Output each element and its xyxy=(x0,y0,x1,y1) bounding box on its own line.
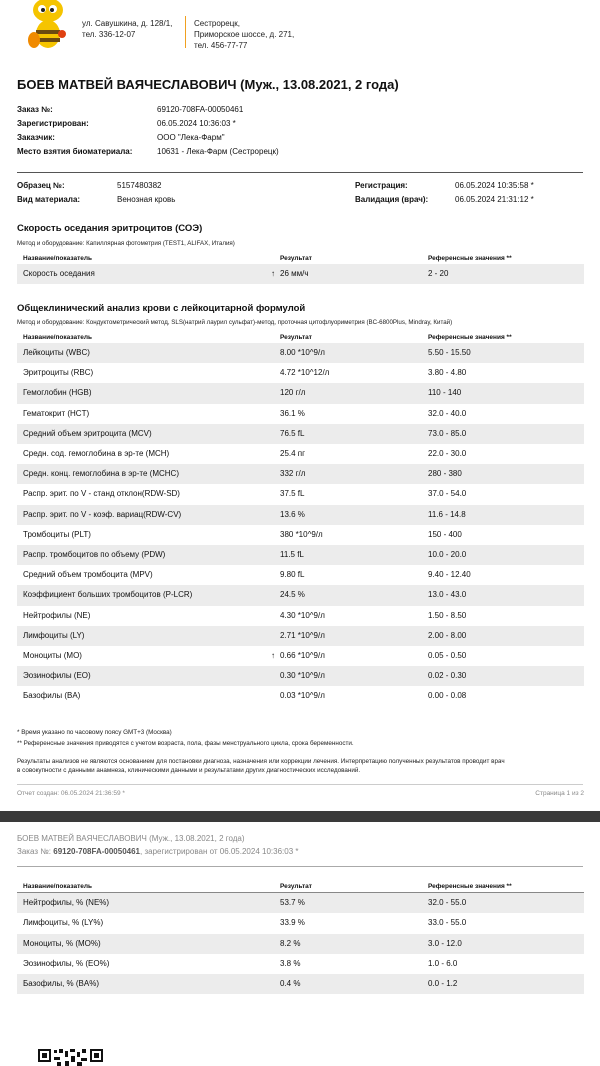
page2-order-prefix: Заказ №: xyxy=(17,847,52,856)
order-value: 69120-708FA-00050461 xyxy=(157,105,244,114)
row-ref: 10.0 - 20.0 xyxy=(428,550,467,559)
row-name: Средний объем тромбоцита (MPV) xyxy=(23,570,153,580)
row-result: 332 г/л xyxy=(280,469,306,479)
material-value: Венозная кровь xyxy=(117,195,176,204)
row-name: Средн. конц. гемоглобина в эр-те (MCHC) xyxy=(23,469,179,479)
registered-label: Зарегистрирован: xyxy=(17,119,89,128)
row-result: 0.30 *10^9/л xyxy=(280,671,325,681)
col-ref: Референсные значения ** xyxy=(428,255,512,262)
row-ref: 0.00 - 0.08 xyxy=(428,691,467,701)
col-result: Результат xyxy=(280,255,312,262)
row-name: Базофилы (BA) xyxy=(23,691,81,701)
table-row xyxy=(17,424,584,444)
row-result: 9.80 fL xyxy=(280,570,305,580)
address-1-line-1: ул. Савушкина, д. 128/1, xyxy=(82,19,173,28)
address-2-line-1: Сестрорецк, xyxy=(194,19,240,28)
esr-title: Скорость оседания эритроцитов (СОЭ) xyxy=(17,223,203,234)
note-reference: ** Референсные значения приводятся с учетом возраста, пола, фазы менструального цикла, срока беременности. xyxy=(17,740,354,747)
table-row xyxy=(17,913,584,933)
page2-patient: БОЕВ МАТВЕЙ ВАЯЧЕСЛАВОВИЧ (Муж., 13.08.2021, 2 года) xyxy=(17,834,245,843)
bee-mascot-logo xyxy=(22,0,74,52)
page-number: Страница 1 из 2 xyxy=(535,790,584,797)
col-result: Результат xyxy=(280,334,312,341)
row-ref: 32.0 - 40.0 xyxy=(428,408,467,418)
row-ref: 0.05 - 0.50 xyxy=(428,651,467,660)
address-2-line-3: тел. 456-77-77 xyxy=(194,41,248,50)
report-created: Отчет создан: 06.05.2024 21:36:59 * xyxy=(17,790,125,797)
row-name: Распр. тромбоцитов по объему (PDW) xyxy=(23,550,166,559)
row-ref: 150 - 400 xyxy=(428,529,462,539)
row-name: Эритроциты (RBC) xyxy=(23,368,94,378)
patient-title: БОЕВ МАТВЕЙ ВАЯЧЕСЛАВОВИЧ (Муж., 13.08.2021, 2 года) xyxy=(17,77,399,92)
row-name: Эозинофилы (EO) xyxy=(23,671,91,681)
row-name: Распр. эрит. по V - станд отклон(RDW-SD) xyxy=(23,489,180,499)
place-value: 10631 - Лека-Фарм (Сестрорецк) xyxy=(157,147,279,156)
table-row xyxy=(17,545,584,565)
registered-value: 06.05.2024 10:36:03 * xyxy=(157,119,236,128)
registration-value: 06.05.2024 10:35:58 * xyxy=(455,181,534,190)
col-result: Результат xyxy=(280,883,312,890)
row-name: Гематокрит (HCT) xyxy=(23,408,90,418)
row-ref: 2 - 20 xyxy=(428,269,449,278)
note-disclaimer xyxy=(17,757,505,775)
col-name: Название/показатель xyxy=(23,334,93,341)
page2-order-number: 69120-708FA-00050461 xyxy=(53,847,140,856)
table-row xyxy=(17,343,584,363)
sample-labels xyxy=(17,179,80,207)
order-label: Заказ №: xyxy=(17,105,53,114)
sample-value: 5157480382 xyxy=(117,181,162,190)
place-label: Место взятия биоматериала: xyxy=(17,147,133,156)
qr-code xyxy=(37,1048,104,1066)
table-row xyxy=(17,404,584,424)
row-ref: 1.50 - 8.50 xyxy=(428,610,467,620)
table-row xyxy=(17,565,584,585)
table-row xyxy=(17,893,584,913)
row-ref: 5.50 - 15.50 xyxy=(428,348,471,357)
col-ref: Референсные значения ** xyxy=(428,883,512,890)
row-result: 36.1 % xyxy=(280,408,305,418)
row-ref: 0.02 - 0.30 xyxy=(428,671,467,681)
page2-order xyxy=(17,847,298,856)
col-name: Название/показатель xyxy=(23,255,93,262)
cbc-method: Метод и оборудование: Кондуктометрический метод, SLS(натрий лаурил сульфат)-метод, проточная цитофлуориметрия (BC-6800Plus, Mindray, Китай) xyxy=(17,319,453,326)
row-name: Распр. эрит. по V - коэф. вариац(RDW-CV) xyxy=(23,509,182,519)
row-result: 4.30 *10^9/л xyxy=(280,610,325,620)
order-values xyxy=(157,103,279,159)
order-labels xyxy=(17,103,132,159)
address-1 xyxy=(82,18,172,40)
row-ref: 33.0 - 55.0 xyxy=(428,918,467,928)
row-ref: 110 - 140 xyxy=(428,388,462,398)
table-row xyxy=(17,686,584,706)
row-name: Тромбоциты (PLT) xyxy=(23,529,91,539)
row-result: 76.5 fL xyxy=(280,428,305,438)
row-result: 26 мм/ч xyxy=(280,269,309,278)
material-label: Вид материала: xyxy=(17,195,81,204)
table-row xyxy=(17,505,584,525)
table-row xyxy=(17,934,584,954)
row-name: Моноциты, % (MO%) xyxy=(23,938,101,948)
row-ref: 13.0 - 43.0 xyxy=(428,590,467,600)
row-result: 33.9 % xyxy=(280,918,305,928)
report-page-2 xyxy=(0,822,600,1066)
row-name: Лимфоциты (LY) xyxy=(23,630,85,640)
row-name: Средн. сод. гемоглобина в эр-те (MCH) xyxy=(23,449,170,458)
divider xyxy=(17,172,583,173)
address-2 xyxy=(194,18,294,51)
sample-label: Образец №: xyxy=(17,181,65,190)
table-row xyxy=(17,464,584,484)
table-row xyxy=(17,666,584,686)
row-result: 380 *10^9/л xyxy=(280,529,323,539)
row-result: 8.2 % xyxy=(280,938,301,948)
validation-value: 06.05.2024 21:31:12 * xyxy=(455,195,534,204)
row-ref: 32.0 - 55.0 xyxy=(428,898,467,907)
row-ref: 3.80 - 4.80 xyxy=(428,368,467,378)
table-row xyxy=(17,606,584,626)
row-name: Лимфоциты, % (LY%) xyxy=(23,918,104,928)
note-timezone: * Время указано по часовому поясу GMT+3 (Москва) xyxy=(17,729,172,736)
note-disclaimer-line-2: в совокупности с данными анамнеза, клиническими данными и результатами других диагностических исследований. xyxy=(17,767,361,774)
table-row xyxy=(17,626,584,646)
address-2-line-2: Приморское шоссе, д. 271, xyxy=(194,30,295,39)
row-result: 11.5 fL xyxy=(280,550,304,559)
sample-values xyxy=(117,179,175,207)
row-name: Нейтрофилы (NE) xyxy=(23,610,91,620)
address-1-line-2: тел. 336-12-07 xyxy=(82,30,136,39)
row-ref: 22.0 - 30.0 xyxy=(428,449,467,458)
esr-method: Метод и оборудование: Капиллярная фотометрия (TEST1, ALIFAX, Италия) xyxy=(17,240,235,247)
row-name: Лейкоциты (WBC) xyxy=(23,348,90,357)
row-ref: 1.0 - 6.0 xyxy=(428,958,458,968)
row-result: 120 г/л xyxy=(280,388,306,398)
row-ref: 11.6 - 14.8 xyxy=(428,509,466,519)
row-ref: 37.0 - 54.0 xyxy=(428,489,467,499)
address-divider xyxy=(185,16,186,48)
row-result: 8.00 *10^9/л xyxy=(280,348,325,357)
row-name: Гемоглобин (HGB) xyxy=(23,388,92,398)
timestamps-values xyxy=(455,179,534,207)
cbc-title: Общеклинический анализ крови с лейкоцитарной формулой xyxy=(17,303,306,314)
divider xyxy=(17,866,583,867)
table-row xyxy=(17,585,584,605)
high-flag-icon: ↑ xyxy=(271,269,275,278)
row-result: 0.4 % xyxy=(280,979,301,989)
table-row xyxy=(17,646,584,666)
row-result: 0.66 *10^9/л xyxy=(280,651,325,660)
row-ref: 0.0 - 1.2 xyxy=(428,979,458,989)
row-name: Базофилы, % (BA%) xyxy=(23,979,99,989)
row-result: 13.6 % xyxy=(280,509,305,519)
row-ref: 2.00 - 8.00 xyxy=(428,630,467,640)
row-name: Эозинофилы, % (EO%) xyxy=(23,958,110,968)
high-flag-icon: ↑ xyxy=(271,651,275,660)
page2-order-suffix: , зарегистрирован от 06.05.2024 10:36:03 * xyxy=(140,847,299,856)
table-row xyxy=(17,444,584,464)
row-result: 53.7 % xyxy=(280,898,305,907)
row-name: Коэффициент больших тромбоцитов (P-LCR) xyxy=(23,590,193,600)
table-row xyxy=(17,383,584,403)
col-name: Название/показатель xyxy=(23,883,93,890)
row-ref: 73.0 - 85.0 xyxy=(428,428,467,438)
row-ref: 280 - 380 xyxy=(428,469,462,479)
validation-label: Валидация (врач): xyxy=(355,195,429,204)
row-result: 4.72 *10^12/л xyxy=(280,368,330,378)
table-row xyxy=(17,974,584,994)
table-row xyxy=(17,363,584,383)
table-row xyxy=(17,484,584,504)
row-ref: 3.0 - 12.0 xyxy=(428,938,462,948)
row-name: Средний объем эритроцита (MCV) xyxy=(23,428,152,438)
row-name: Нейтрофилы, % (NE%) xyxy=(23,898,110,907)
col-ref: Референсные значения ** xyxy=(428,334,512,341)
row-result: 24.5 % xyxy=(280,590,305,600)
row-result: 3.8 % xyxy=(280,958,301,968)
row-name: Моноциты (MO) xyxy=(23,651,82,660)
row-result: 0.03 *10^9/л xyxy=(280,691,325,701)
row-result: 25.4 пг xyxy=(280,449,306,458)
row-result: 2.71 *10^9/л xyxy=(280,630,325,640)
note-disclaimer-line-1: Результаты анализов не являются основанием для постановки диагноза, назначения или коррекции лечения. Интерпретацию полученных результатов проводит врач xyxy=(17,758,505,765)
timestamps-labels xyxy=(355,179,428,207)
row-ref: 9.40 - 12.40 xyxy=(428,570,471,580)
row-name: Скорость оседания xyxy=(23,269,95,278)
table-row xyxy=(17,525,584,545)
customer-label: Заказчик: xyxy=(17,133,55,142)
row-result: 37.5 fL xyxy=(280,489,305,499)
divider xyxy=(17,784,583,785)
table-row xyxy=(17,954,584,974)
registration-label: Регистрация: xyxy=(355,181,408,190)
page2-table-header xyxy=(17,882,584,893)
table-row xyxy=(17,264,584,284)
customer-value: ООО "Лека-Фарм" xyxy=(157,133,225,142)
